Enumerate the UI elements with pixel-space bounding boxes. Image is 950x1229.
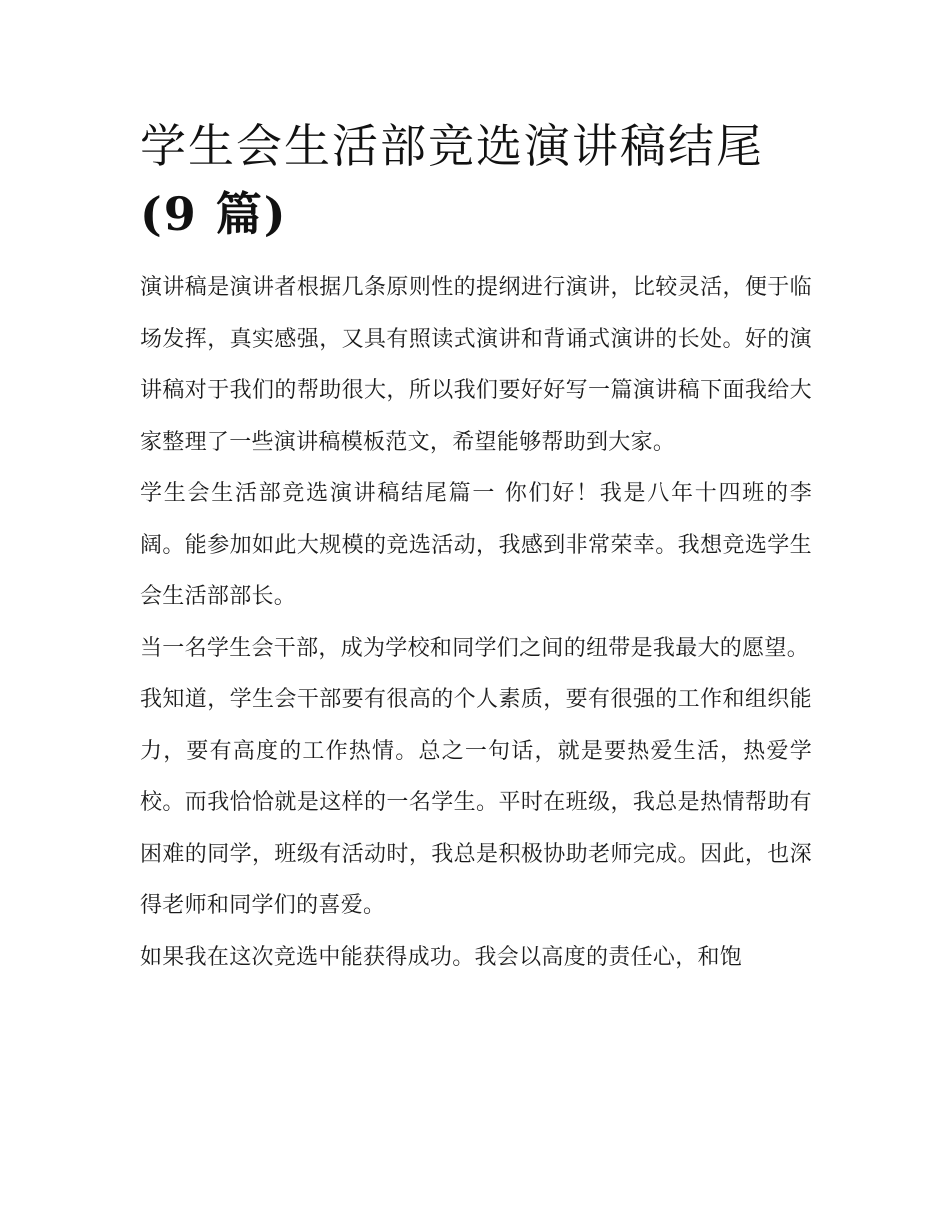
document-title — [140, 112, 812, 248]
paragraph-wish: 当一名学生会干部，成为学校和同学们之间的纽带是我最大的愿望。 — [140, 635, 810, 661]
title-line-2: (9 篇) — [140, 187, 288, 241]
paragraph-promise: 如果我在这次竞选中能获得成功。我会以高度的责任心，和饱 — [140, 944, 743, 970]
paragraph-qualities: 我知道，学生会干部要有很高的个人素质，要有很强的工作和组织能力，要有高度的工作热情。总之一句话，就是要热爱生活，热爱学校。而我恰恰就是这样的一名学生。平时在班级，我总是热情帮助有困难的同学，班级有活动时，我总是积极协助老师完成。因此，也深得老师和同学们的喜爱。 — [140, 687, 812, 918]
document-content — [140, 112, 812, 983]
document-body — [140, 262, 812, 983]
paragraph-intro: 演讲稿是演讲者根据几条原则性的提纲进行演讲，比较灵活，便于临场发挥，真实感强，又具有照读式演讲和背诵式演讲的长处。好的演讲稿对于我们的帮助很大，所以我们要好好写一篇演讲稿下面我给大家整理了一些演讲稿模板范文，希望能够帮助到大家。 — [140, 275, 812, 455]
title-line-1: 学生会生活部竞选演讲稿结尾 — [140, 119, 764, 173]
paragraph-speech-opening: 学生会生活部竞选演讲稿结尾篇一 你们好！我是八年十四班的李阔。能参加如此大规模的竞选活动，我感到非常荣幸。我想竞选学生会生活部部长。 — [140, 481, 812, 609]
